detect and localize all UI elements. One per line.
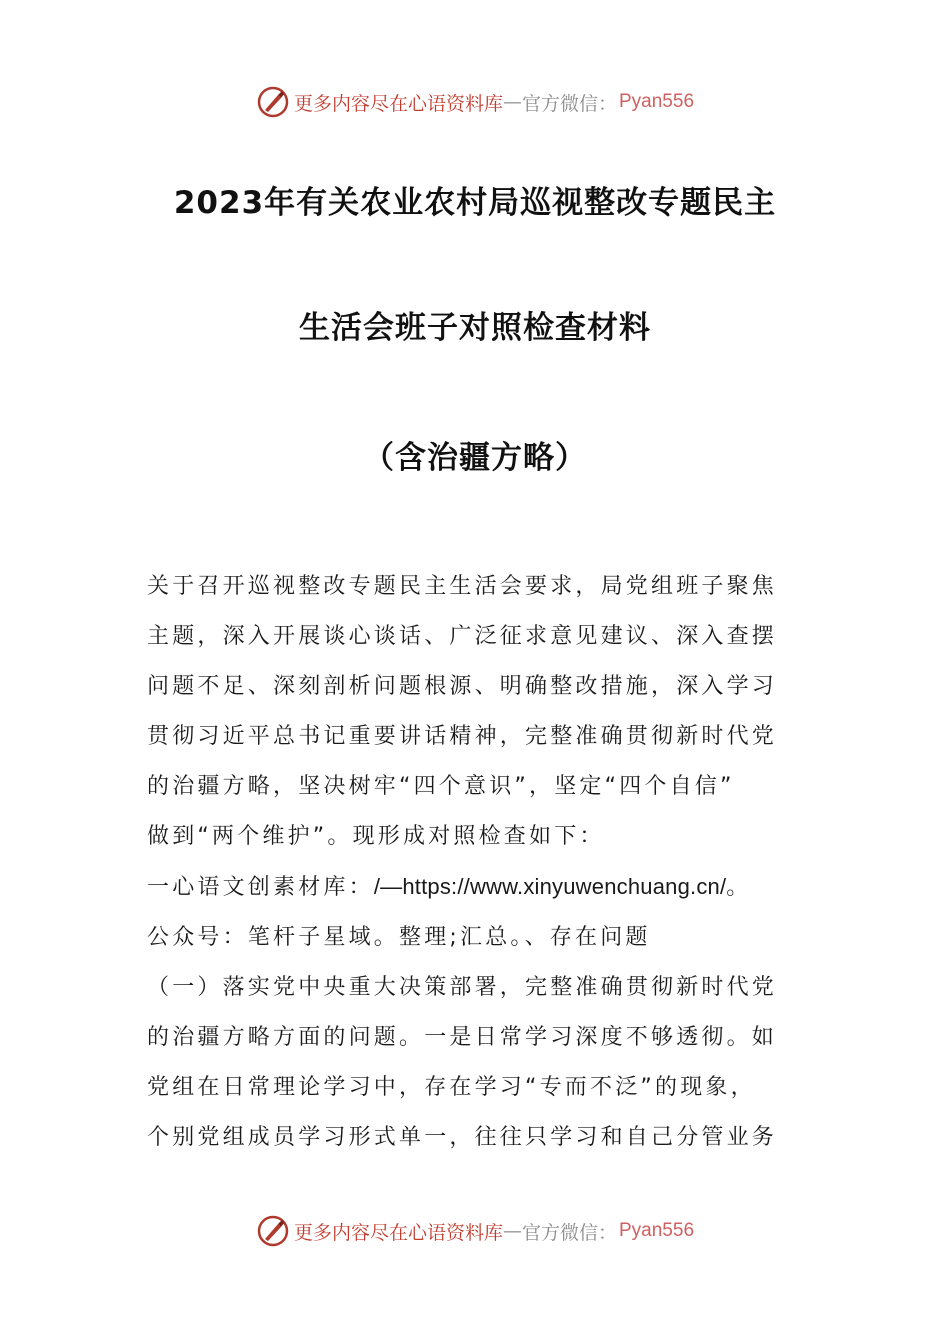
banner-dash: — xyxy=(502,1220,522,1242)
body-line: 问题不足、深刻剖析问题根源、明确整改措施，深入学习 xyxy=(147,674,778,699)
body-line: 贯彻习近平总书记重要讲话精神，完整准确贯彻新时代党 xyxy=(147,724,778,749)
body-line: 党组在日常理论学习中，存在学习“专而不泛”的现象， xyxy=(147,1075,756,1100)
banner-dash: — xyxy=(502,91,522,113)
banner-text: 更多内容尽在心语资料库 xyxy=(293,1221,503,1244)
doc-title-line-1: 2023年有关农业农村局巡视整改专题民主 xyxy=(173,185,777,221)
body-line: 主题，深入开展谈心谈话、广泛征求意见建议、深入查摆 xyxy=(147,624,778,649)
banner-text: 更多内容尽在心语资料库 xyxy=(293,92,503,115)
body-line: （一）落实党中央重大决策部署，完整准确贯彻新时代党 xyxy=(147,975,778,1000)
doc-body xyxy=(147,562,807,1163)
banner-wechat-label: 官方微信： xyxy=(521,1221,617,1244)
source-url[interactable]: /—https://www.xinyuwenchuang.cn/ xyxy=(373,874,727,899)
body-line: 公众号：笔杆子星域。整理;汇总。、存在问题 xyxy=(147,925,651,950)
header-banner xyxy=(0,82,950,122)
body-line: 做到“两个维护”。现形成对照检查如下： xyxy=(147,824,605,849)
body-line: 关于召开巡视整改专题民主生活会要求，局党组班子聚焦 xyxy=(147,574,778,599)
doc-title-line-2: 生活会班子对照检查材料 xyxy=(299,310,651,346)
pen-circle-icon xyxy=(256,1214,290,1248)
banner-wechat-id: Pyan556 xyxy=(619,91,695,112)
banner-wechat-id: Pyan556 xyxy=(619,1220,695,1241)
body-line: 的治疆方略方面的问题。一是日常学习深度不够透彻。如 xyxy=(147,1025,778,1050)
banner-wechat-label: 官方微信： xyxy=(521,92,617,115)
doc-subtitle: （含治疆方略） xyxy=(363,440,587,476)
body-line: 的治疆方略，坚决树牢“四个意识”，坚定“四个自信” xyxy=(147,774,735,799)
body-line: 个别党组成员学习形式单一，往往只学习和自己分管业务 xyxy=(147,1125,778,1150)
source-suffix: 。 xyxy=(726,875,749,900)
pen-circle-icon xyxy=(256,85,290,119)
source-line xyxy=(147,862,807,913)
footer-banner xyxy=(0,1211,950,1251)
source-prefix: 一心语文创素材库： xyxy=(147,875,374,900)
